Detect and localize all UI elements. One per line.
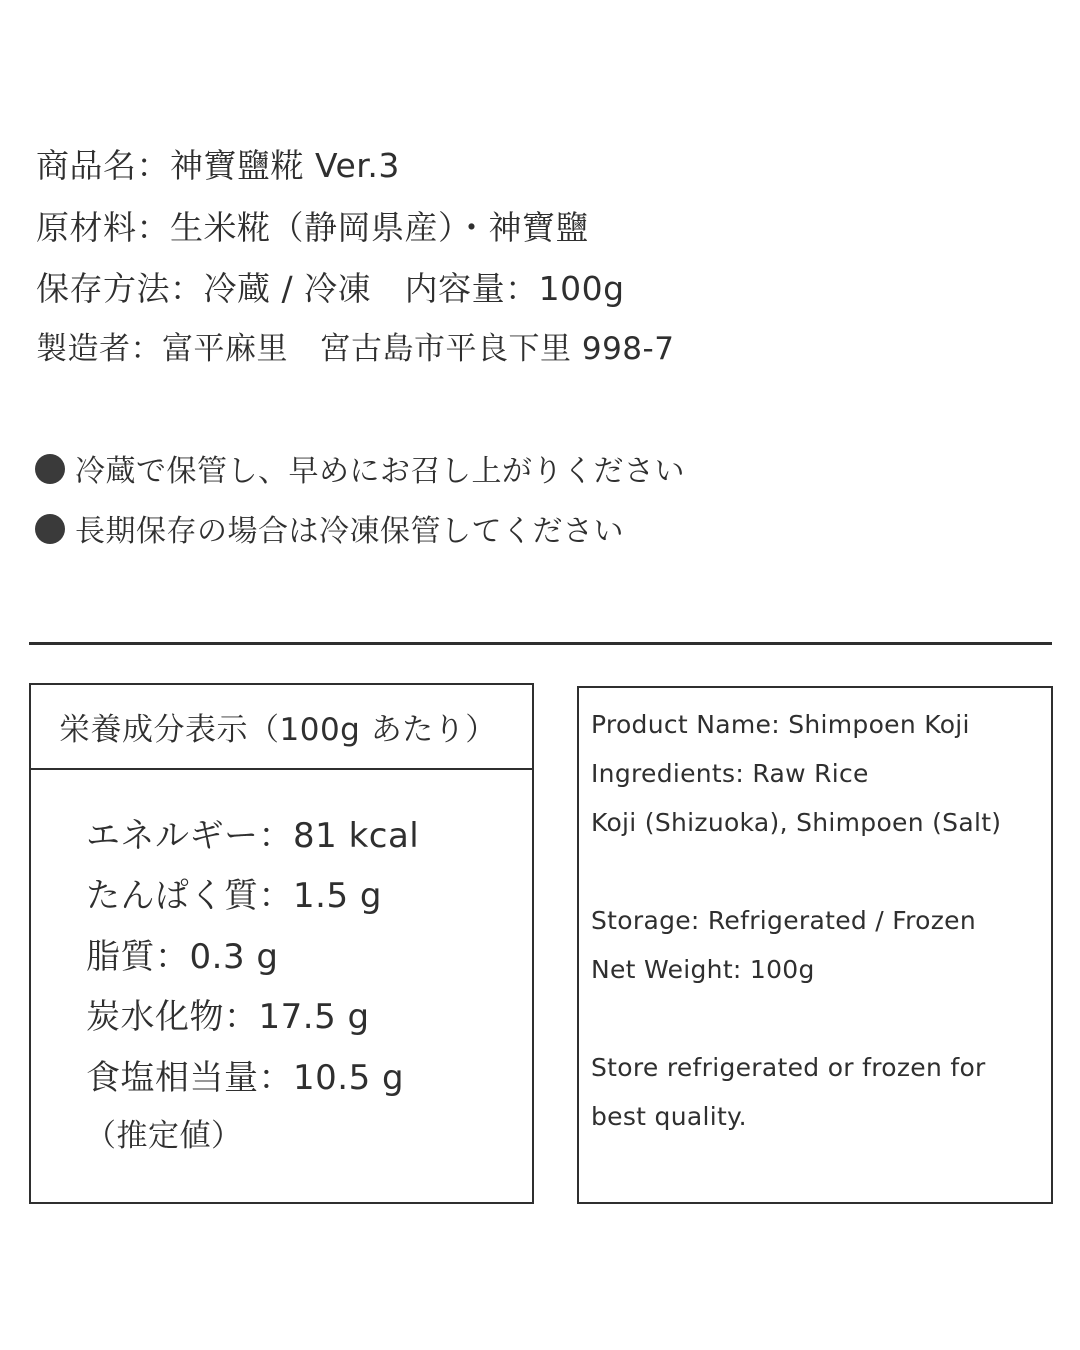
english-ingredients-continued: Koji (Shizuoka), Shimpoen (Salt) (591, 808, 1002, 837)
section-divider (29, 642, 1052, 645)
nutrition-estimated-note: （推定値） (85, 1118, 243, 1154)
nutrition-energy: エネルギー：81 kcal (86, 816, 420, 856)
nutrition-protein: たんぱく質：1.5 g (86, 876, 382, 916)
manufacturer-line: 製造者：富平麻里 宮古島市平良下里 998-7 (36, 331, 675, 367)
nutrition-facts-box (29, 683, 534, 1204)
bullet-icon (35, 454, 65, 484)
english-storage-note-continued: best quality. (591, 1102, 747, 1131)
english-net-weight: Net Weight: 100g (591, 955, 815, 984)
english-storage-note: Store refrigerated or frozen for (591, 1053, 986, 1082)
english-product-name: Product Name: Shimpoen Koji (591, 710, 970, 739)
product-name-line: 商品名：神寶鹽糀 Ver.3 (36, 146, 400, 185)
nutrition-fat: 脂質：0.3 g (86, 937, 279, 977)
storage-and-volume-line: 保存方法：冷蔵 / 冷凍 内容量：100g (36, 269, 625, 308)
storage-note-text: 冷蔵で保管し、早めにお召し上がりください (75, 454, 685, 489)
bullet-icon (35, 514, 65, 544)
long-term-storage-note-text: 長期保存の場合は冷凍保管してください (75, 514, 624, 549)
english-info-box (577, 686, 1053, 1204)
english-ingredients: Ingredients: Raw Rice (591, 759, 869, 788)
long-term-storage-note (35, 506, 624, 550)
nutrition-salt-equivalent: 食塩相当量：10.5 g (86, 1058, 405, 1098)
ingredients-line: 原材料：生米糀（静岡県産）・神寶鹽 (36, 208, 589, 247)
nutrition-carbohydrate: 炭水化物：17.5 g (86, 997, 370, 1037)
nutrition-facts-header: 栄養成分表示（100g あたり） (31, 685, 532, 770)
storage-note (35, 446, 685, 490)
english-storage: Storage: Refrigerated / Frozen (591, 906, 976, 935)
